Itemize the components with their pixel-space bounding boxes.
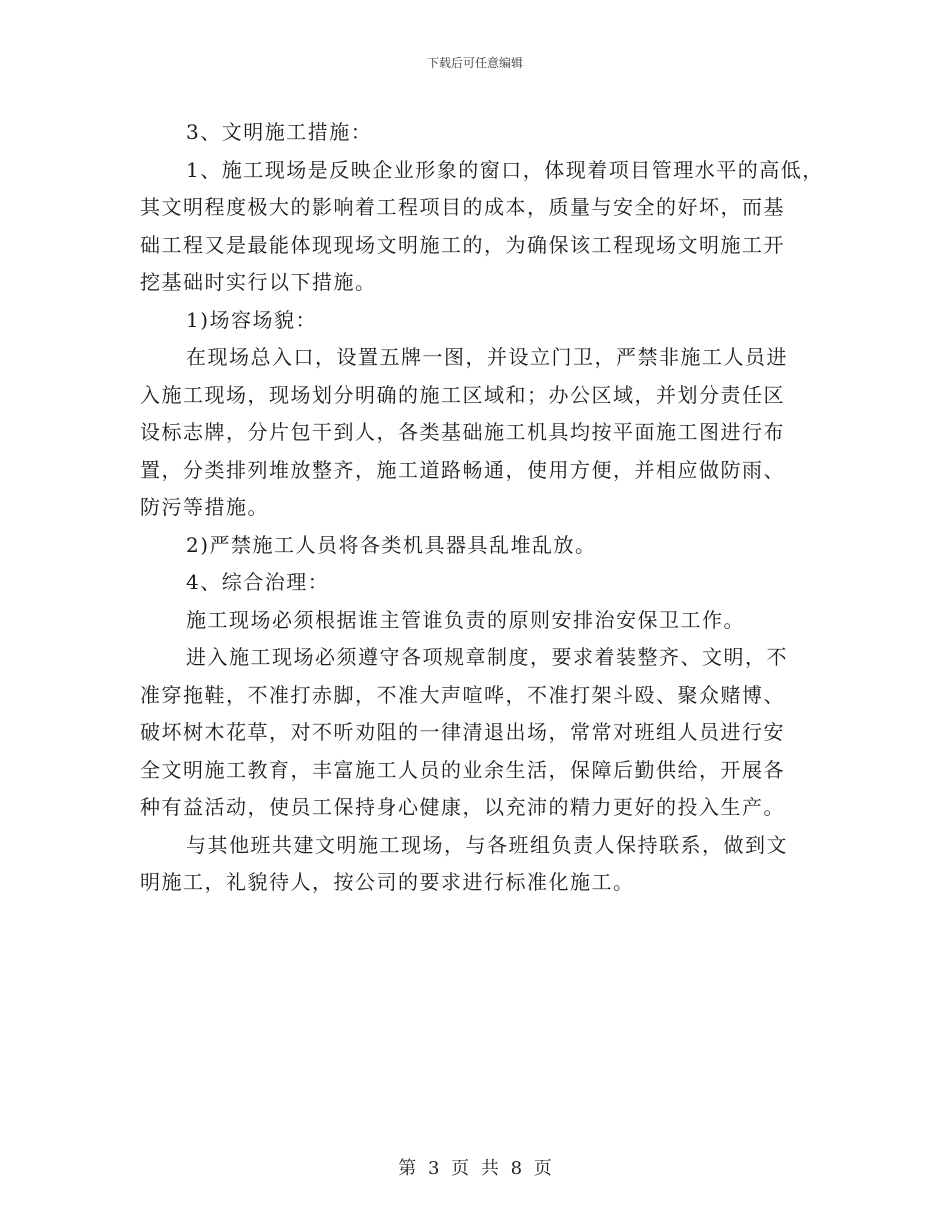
paragraph-line: 与其他班共建文明施工现场，与各班组负责人保持联系，做到文: [186, 832, 788, 857]
paragraph-line: 准穿拖鞋，不准打赤脚，不准大声喧哗，不准打架斗殴、聚众赌博、: [140, 682, 785, 707]
paragraph-line: 入施工现场，现场划分明确的施工区域和；办公区域，并划分责任区: [140, 382, 785, 407]
page-header-note: 下载后可任意编辑: [426, 56, 523, 70]
paragraph-line: 其文明程度极大的影响着工程项目的成本，质量与安全的好坏，而基: [140, 195, 785, 219]
section-heading-comprehensive-management: 4、综合治理：: [186, 570, 330, 594]
paragraph-line: 1、施工现场是反映企业形象的窗口，体现着项目管理水平的高低，: [186, 157, 824, 182]
paragraph-line: 进入施工现场必须遵守各项规章制度，要求着装整齐、文明，不: [186, 645, 788, 669]
paragraph-line: 种有益活动，使员工保持身心健康，以充沛的精力更好的投入生产。: [140, 795, 785, 819]
paragraph-line: 2)严禁施工人员将各类机具器具乱堆乱放。: [186, 532, 597, 557]
paragraph-line: 础工程又是最能体现现场文明施工的，为确保该工程现场文明施工开: [140, 232, 785, 257]
paragraph-line: 明施工，礼貌待人，按公司的要求进行标准化施工。: [140, 870, 635, 894]
paragraph-line: 设标志牌，分片包干到人，各类基础施工机具均按平面施工图进行布: [140, 420, 785, 444]
paragraph-line: 挖基础时实行以下措施。: [140, 270, 377, 294]
paragraph-line: 防污等措施。: [140, 495, 269, 519]
page-number-footer: 第 3 页 共 8 页: [398, 1158, 552, 1179]
paragraph-line: 施工现场必须根据谁主管谁负责的原则安排治安保卫工作。: [186, 607, 745, 632]
paragraph-line: 全文明施工教育，丰富施工人员的业余生活，保障后勤供给，开展各: [140, 757, 785, 782]
subheading-site-appearance: 1)场容场貌：: [186, 307, 318, 332]
section-heading-civilized-construction: 3、文明施工措施：: [186, 120, 373, 144]
paragraph-line: 在现场总入口，设置五牌一图，并设立门卫，严禁非施工人员进: [186, 345, 788, 369]
document-body: [140, 114, 824, 902]
paragraph-line: 破坏树木花草，对不听劝阻的一律清退出场，常常对班组人员进行安: [140, 720, 785, 744]
paragraph-line: 置，分类排列堆放整齐，施工道路畅通，使用方便，并相应做防雨、: [140, 457, 785, 482]
